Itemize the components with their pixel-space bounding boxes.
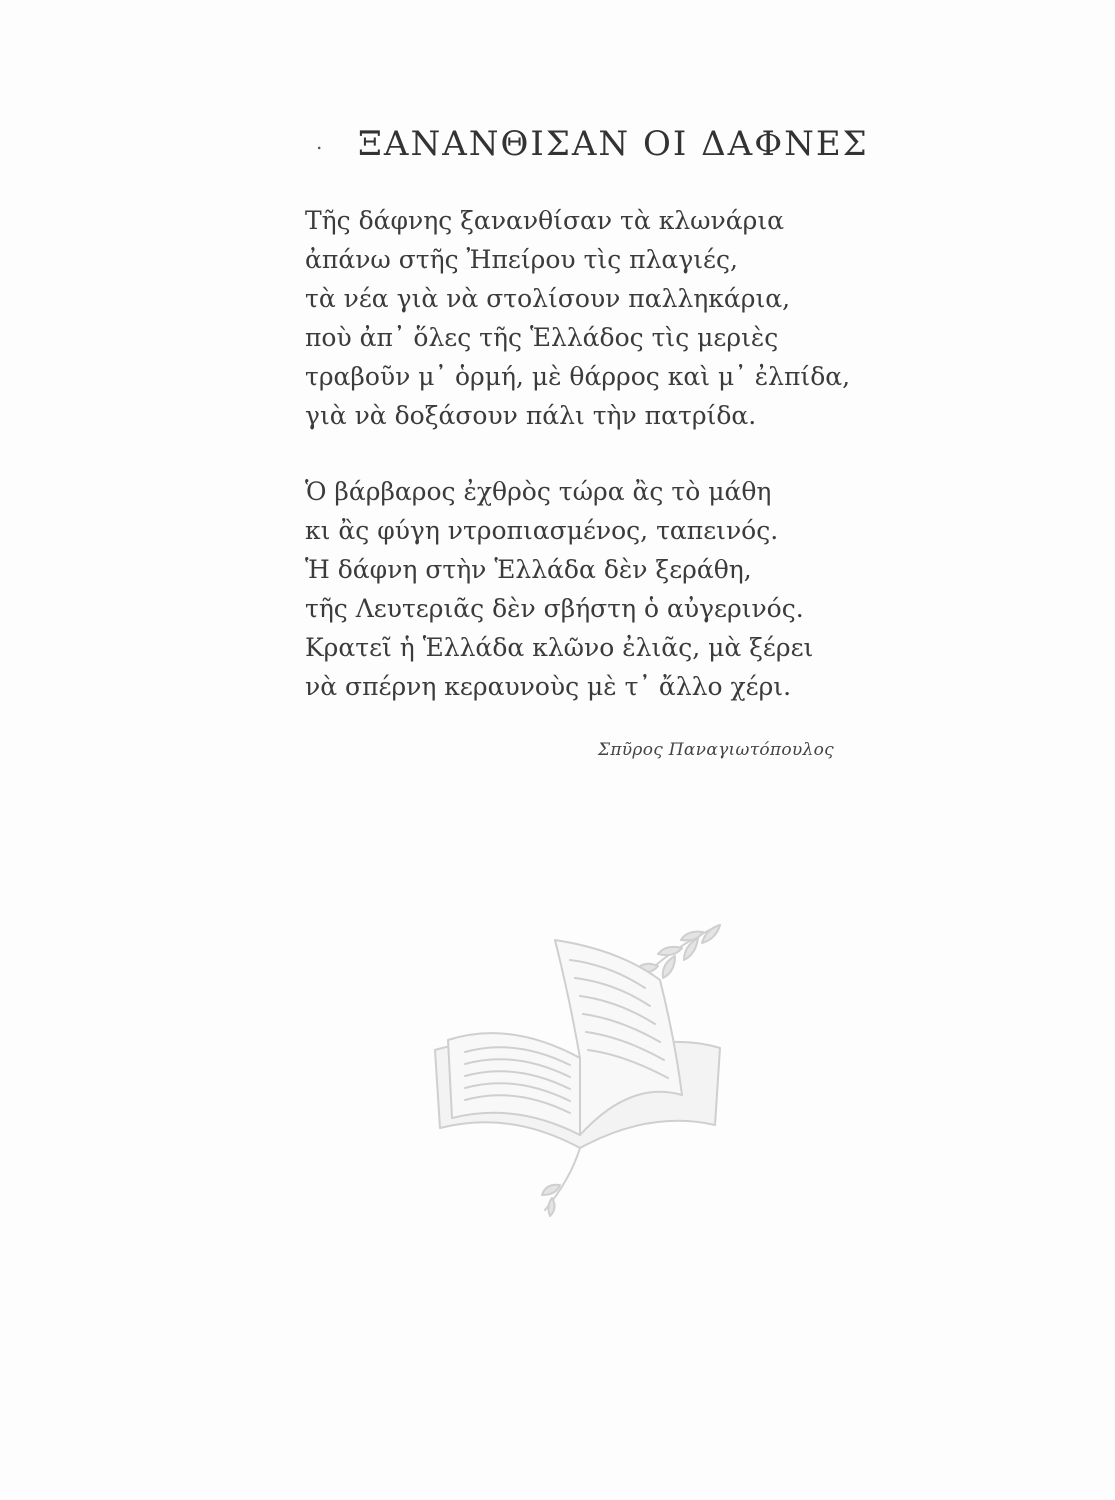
poem-line: τὰ νέα γιὰ νὰ στολίσουν παλληκάρια, — [305, 284, 791, 313]
open-book-with-laurel-icon — [420, 880, 740, 1220]
poem-line: Ἡ δάφνη στὴν Ἑλλάδα δὲν ξεράθη, — [305, 555, 752, 584]
poem-line: ἀπάνω στῆς Ἠπείρου τὶς πλαγιές, — [305, 245, 738, 274]
author-signature: Σπῦρος Παναγιωτόπουλος — [598, 740, 835, 760]
stray-mark: . — [316, 130, 323, 154]
poem-line: Τῆς δάφνης ξανανθίσαν τὰ κλωνάρια — [305, 206, 785, 235]
poem-line: Ὁ βάρβαρος ἐχθρὸς τώρα ἂς τὸ μάθη — [305, 477, 772, 506]
stanza-2 — [305, 472, 813, 706]
poem-line: τραβοῦν μ᾽ ὁρμή, μὲ θάρρος καὶ μ᾽ ἐλπίδα, — [305, 362, 851, 391]
poem-line: τῆς Λευτεριᾶς δὲν σβήστη ὁ αὐγερινός. — [305, 594, 804, 623]
poem-line: κι ἂς φύγη ντροπιασμένος, ταπεινός. — [305, 516, 779, 545]
poem-line: ποὺ ἀπ᾽ ὅλες τῆς Ἑλλάδος τὶς μεριὲς — [305, 323, 779, 352]
poem-line: νὰ σπέρνη κεραυνοὺς μὲ τ᾽ ἄλλο χέρι. — [305, 672, 792, 701]
stanza-1 — [305, 201, 850, 435]
poem-line: Κρατεῖ ἡ Ἑλλάδα κλῶνο ἐλιᾶς, μὰ ξέρει — [305, 633, 814, 662]
poem-title: ΞΑΝΑΝΘΙΣΑΝ ΟΙ ΔΑΦΝΕΣ — [358, 124, 869, 164]
poem-line: γιὰ νὰ δοξάσουν πάλι τὴν πατρίδα. — [305, 401, 757, 430]
